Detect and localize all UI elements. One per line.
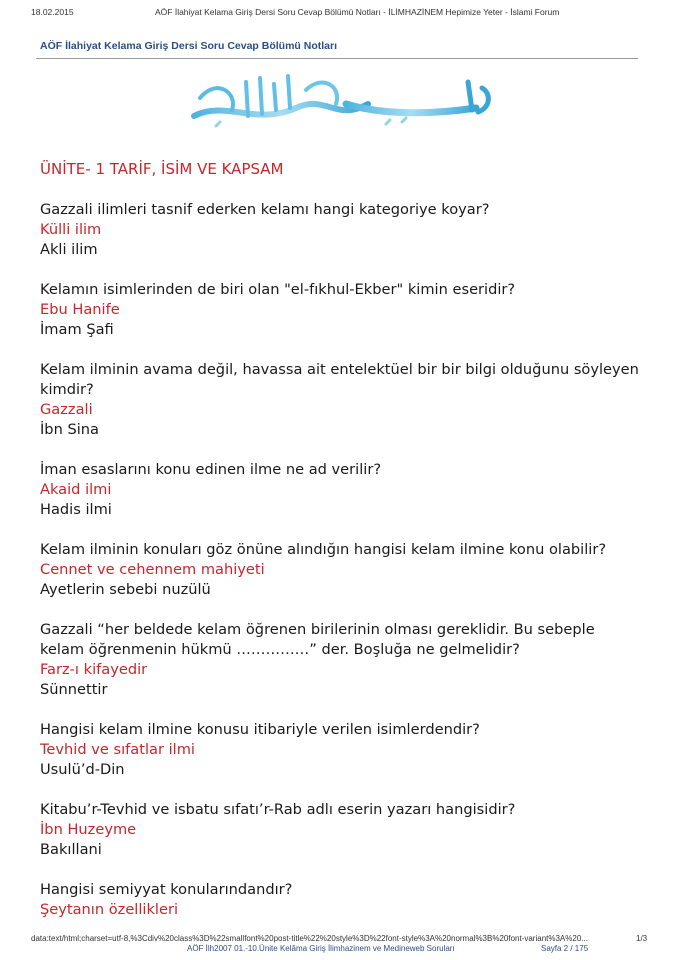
post-title[interactable]: AÖF İlahiyat Kelama Giriş Dersi Soru Cevap Bölümü Notları: [40, 40, 337, 52]
qa-item-8: [40, 800, 640, 860]
question-text: Kitabu’r-Tevhid ve isbatu sıfatı’r-Rab adlı eserin yazarı hangisidir?: [40, 801, 516, 818]
qa-item-9: [40, 880, 640, 920]
qa-item-5: [40, 540, 640, 600]
wrong-answer: Akli ilim: [40, 241, 98, 258]
qa-item-1: [40, 200, 640, 260]
document-page-number: Sayfa 2 / 175: [541, 944, 589, 953]
question-text: Gazzali ilimleri tasnif ederken kelamı hangi kategoriye koyar?: [40, 201, 490, 218]
print-url: data:text/html;charset=utf-8,%3Cdiv%20class%3D%22smallfont%20post-title%22%20style%3D%22font-style%3A%20normal%3B%20font-variant%3A%20...: [31, 934, 588, 943]
correct-answer: Cennet ve cehennem mahiyeti: [40, 561, 265, 578]
qa-item-2: [40, 280, 640, 340]
question-text: İman esaslarını konu edinen ilme ne ad verilir?: [40, 461, 382, 478]
basmala-calligraphy-image: [186, 64, 500, 136]
unit-heading: ÜNİTE- 1 TARİF, İSİM VE KAPSAM: [40, 160, 284, 178]
correct-answer: Akaid ilmi: [40, 481, 112, 498]
correct-answer: Ebu Hanife: [40, 301, 120, 318]
wrong-answer: İmam Şafi: [40, 321, 114, 338]
wrong-answer: İbn Sina: [40, 421, 99, 438]
correct-answer: Şeytanın özellikleri: [40, 901, 179, 918]
wrong-answer: Usulü’d-Din: [40, 761, 125, 778]
question-text: Kelam ilminin avama değil, havassa ait entelektüel bir bir bilgi olduğunu söyleyen kimdir?: [40, 361, 639, 398]
qa-item-6: [40, 620, 640, 700]
document-source: AÖF İlh2007 01.-10.Ünite Kelâma Giriş İlimhazinem ve Medineweb Soruları: [187, 944, 455, 953]
wrong-answer: Sünnettir: [40, 681, 108, 698]
correct-answer: Tevhid ve sıfatlar ilmi: [40, 741, 195, 758]
question-text: Kelamın isimlerinden de biri olan "el-fıkhul-Ekber" kimin eseridir?: [40, 281, 516, 298]
question-text: Hangisi semiyyat konularındandır?: [40, 881, 293, 898]
print-page-number: 1/3: [636, 934, 648, 943]
print-date: 18.02.2015: [31, 7, 74, 17]
qa-item-7: [40, 720, 640, 780]
title-divider: [36, 58, 638, 59]
question-text: Kelam ilminin konuları göz önüne alındığın hangisi kelam ilmine konu olabilir?: [40, 541, 607, 558]
qa-item-4: [40, 460, 640, 520]
correct-answer: Külli ilim: [40, 221, 102, 238]
wrong-answer: Bakıllani: [40, 841, 102, 858]
question-text: Hangisi kelam ilmine konusu itibariyle verilen isimlerdendir?: [40, 721, 480, 738]
correct-answer: Farz-ı kifayedir: [40, 661, 148, 678]
correct-answer: İbn Huzeyme: [40, 821, 137, 838]
qa-item-3: [40, 360, 640, 440]
question-text: Gazzali “her beldede kelam öğrenen birilerinin olması gereklidir. Bu sebeple kelam öğrenmenin hükmü ……………” der. Boşluğa ne gelmelidir?: [40, 621, 595, 658]
correct-answer: Gazzali: [40, 401, 93, 418]
wrong-answer: Ayetlerin sebebi nuzülü: [40, 581, 211, 598]
print-page-title: AÖF İlahiyat Kelama Giriş Dersi Soru Cevap Bölümü Notları - İLİMHAZİNEM Hepimize Yeter - İslami Forum: [155, 7, 560, 17]
wrong-answer: Hadis ilmi: [40, 501, 112, 518]
